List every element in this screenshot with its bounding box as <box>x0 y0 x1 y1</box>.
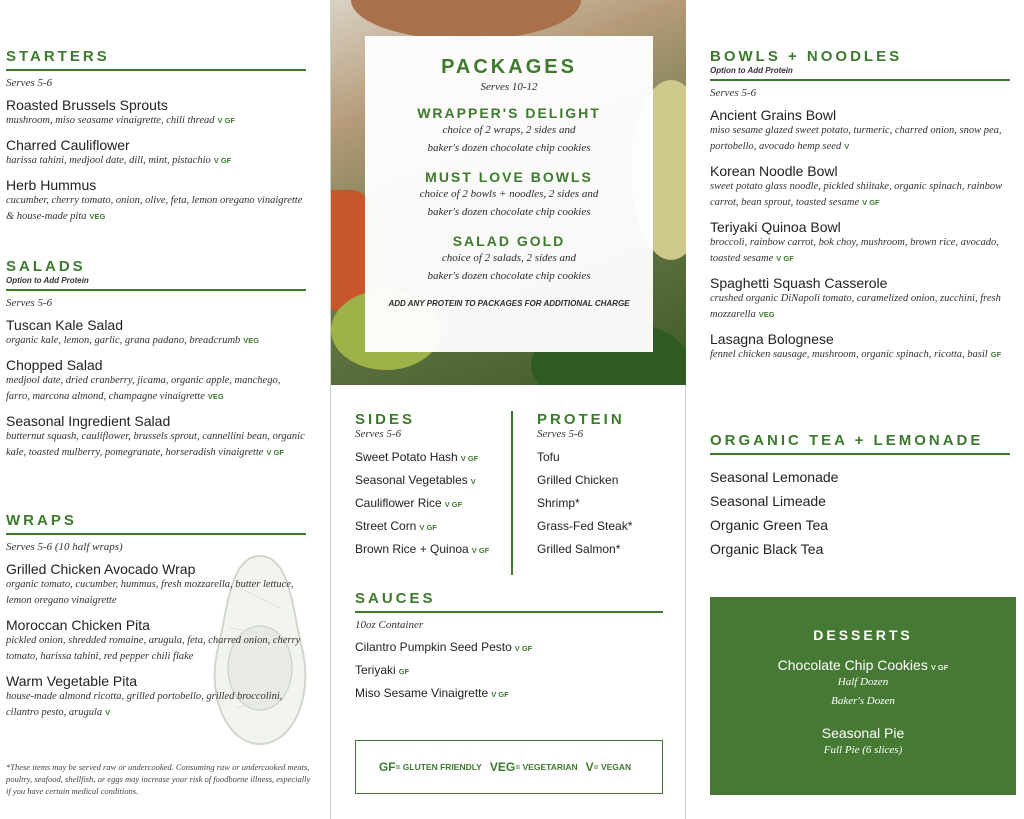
diet-tag: VEG <box>207 392 224 401</box>
salads-serves: Serves 5-6 <box>6 297 53 309</box>
section-rule <box>355 611 663 613</box>
packages-note: ADD ANY PROTEIN TO PACKAGES FOR ADDITIONAL CHARGE <box>388 299 630 308</box>
item-name: Warm Vegetable Pita <box>6 673 137 689</box>
dessert-option: Half Dozen <box>837 676 889 688</box>
diet-tag: V GF <box>514 644 533 653</box>
legend-veg-key: VEG <box>489 760 516 774</box>
item-desc: mushroom, miso seasame vinaigrette, chili thread V GF <box>6 115 236 126</box>
item-desc: harissa tahini, medjool date, dill, mint, pistachio V GF <box>6 155 232 166</box>
sauces-title: SAUCES <box>355 590 436 607</box>
legend-v-value: = VEGAN <box>593 762 632 772</box>
menu-item <box>6 673 306 721</box>
left-column <box>0 0 318 819</box>
section-rule <box>6 289 306 291</box>
protein-item: Grilled Salmon* <box>537 542 621 556</box>
item-desc: cucumber, cherry tomato, onion, olive, feta, lemon oregano vinaigrette & house-made pita VEG <box>6 195 303 222</box>
diet-tag: V GF <box>213 156 232 165</box>
starters-serves: Serves 5-6 <box>6 77 53 89</box>
menu-item <box>6 317 306 349</box>
item-name: Roasted Brussels Sprouts <box>6 97 168 113</box>
menu-item <box>710 107 1010 155</box>
section-rule <box>710 79 1010 81</box>
diet-tag: GF <box>398 667 410 676</box>
protein-item: Grass-Fed Steak* <box>537 519 633 533</box>
tea-item: Seasonal Lemonade <box>710 469 839 485</box>
right-column <box>698 0 1024 819</box>
item-desc: fennel chicken sausage, mushroom, organic spinach, ricotta, basil GF <box>710 349 1002 360</box>
diet-tag: V GF <box>266 448 284 457</box>
item-desc: sweet potato glass noodle, pickled shiitake, organic spinach, rainbow carrot, bean sprout, toasted sesame V GF <box>710 181 1003 208</box>
protein-item: Shrimp* <box>537 496 580 510</box>
item-name: Herb Hummus <box>6 177 97 193</box>
dessert-option: Baker's Dozen <box>831 695 895 707</box>
bowls-serves: Serves 5-6 <box>710 87 757 99</box>
food-photo <box>331 0 686 385</box>
protein-item: Grilled Chicken <box>537 473 619 487</box>
menu-item <box>6 413 306 461</box>
menu-item <box>6 177 306 225</box>
dessert-name: Seasonal Pie <box>821 725 905 741</box>
salads-title: SALADS <box>6 258 86 275</box>
diet-tag: V GF <box>930 663 949 672</box>
item-desc: pickled onion, shredded romaine, arugula, feta, charred onion, cherry tomato, harissa tahini, red pepper chili flake <box>6 635 301 662</box>
item-name: Lasagna Bolognese <box>710 331 834 347</box>
starters-section <box>6 48 306 225</box>
tea-title: ORGANIC TEA + LEMONADE <box>710 432 984 449</box>
item-name: Ancient Grains Bowl <box>710 107 837 123</box>
middle-column <box>330 0 686 819</box>
starters-title: STARTERS <box>6 48 110 65</box>
menu-item <box>6 357 306 405</box>
tea-item: Organic Green Tea <box>710 517 829 533</box>
diet-tag: VEG <box>243 336 260 345</box>
dessert-name: Chocolate Chip Cookies V GF <box>777 657 949 673</box>
item-desc: crushed organic DiNapoli tomato, caramelized onion, zucchini, fresh mozzarella VEG <box>710 293 1001 320</box>
diet-tag: V <box>844 142 850 151</box>
menu-item <box>710 275 1010 323</box>
item-desc: house-made almond ricotta, grilled portobello, grilled broccolini, cilantro pesto, arugula V <box>6 691 283 718</box>
section-rule <box>6 69 306 71</box>
menu-item <box>6 97 306 129</box>
packages-box <box>365 36 653 352</box>
item-desc: butternut squash, cauliflower, brussels sprout, cannellini bean, organic kale, toasted mulberry, pomegranate, horseradish vinaigrette V GF <box>6 431 305 458</box>
protein-section <box>537 411 667 556</box>
item-desc: medjool date, dried cranberry, jicama, organic apple, manchego, farro, marcona almond, champagne vinaigrette VEG <box>6 375 281 402</box>
wraps-section <box>6 512 306 721</box>
menu-item <box>710 219 1010 267</box>
sauce-item: Teriyaki GF <box>355 663 410 677</box>
menu-item <box>710 163 1010 211</box>
packages-title: PACKAGES <box>441 56 577 78</box>
legend-veg-value: = VEGETARIAN <box>515 762 578 772</box>
bowls-title: BOWLS + NOODLES <box>710 48 903 65</box>
package-desc: choice of 2 wraps, 2 sides and <box>442 124 576 136</box>
item-name: Korean Noodle Bowl <box>710 163 838 179</box>
package-name: MUST LOVE BOWLS <box>425 169 593 185</box>
sauce-item: Cilantro Pumpkin Seed Pesto V GF <box>355 640 533 654</box>
desserts-box <box>710 597 1016 795</box>
section-rule <box>6 533 306 535</box>
diet-tag: V <box>105 708 111 717</box>
sauces-serves: 10oz Container <box>355 619 424 631</box>
menu-item <box>6 137 306 169</box>
diet-tag: V GF <box>217 116 236 125</box>
diet-tag: VEG <box>89 212 106 221</box>
tea-item: Organic Black Tea <box>710 541 824 557</box>
bowls-section <box>710 48 1010 363</box>
legend-gf-value: = GLUTEN FRIENDLY <box>395 762 482 772</box>
package-name: SALAD GOLD <box>452 233 566 249</box>
side-item: Street Corn V GF <box>355 519 437 533</box>
diet-legend <box>355 740 663 794</box>
side-item: Brown Rice + Quinoa V GF <box>355 542 490 556</box>
diet-tag: V GF <box>776 254 794 263</box>
diet-tag: VEG <box>758 310 775 319</box>
wraps-serves: Serves 5-6 (10 half wraps) <box>6 541 123 553</box>
menu-item <box>6 617 306 665</box>
legend-gf-key: GF <box>378 760 396 774</box>
diet-tag: V <box>470 477 476 486</box>
diet-tag: GF <box>990 350 1002 359</box>
bowls-subtitle: Option to Add Protein <box>710 66 793 75</box>
item-name: Moroccan Chicken Pita <box>6 617 150 633</box>
side-item: Cauliflower Rice V GF <box>355 496 463 510</box>
package-desc: baker's dozen chocolate chip cookies <box>427 206 591 218</box>
package-desc: choice of 2 bowls + noodles, 2 sides and <box>419 188 599 200</box>
salads-subtitle: Option to Add Protein <box>6 276 89 285</box>
item-name: Chopped Salad <box>6 357 103 373</box>
wraps-title: WRAPS <box>6 512 77 529</box>
sides-section <box>355 411 505 556</box>
diet-tag: V GF <box>862 198 880 207</box>
diet-tag: V GF <box>471 546 490 555</box>
pie-image <box>351 0 581 40</box>
package-desc: choice of 2 salads, 2 sides and <box>441 252 577 264</box>
diet-tag: V GF <box>444 500 463 509</box>
packages-serves: Serves 10-12 <box>480 81 538 93</box>
package-desc: baker's dozen chocolate chip cookies <box>427 142 591 154</box>
item-name: Tuscan Kale Salad <box>6 317 123 333</box>
sides-title: SIDES <box>355 411 416 428</box>
protein-title: PROTEIN <box>537 411 625 428</box>
item-name: Charred Cauliflower <box>6 137 130 153</box>
raw-food-disclaimer: *These items may be served raw or undercooked. Consuming raw or undercooked meats, poultry, seafood, shellfish, or eggs may increase your risk of foodborne illness, especially if you have certain medical conditions. <box>6 762 311 796</box>
column-divider <box>511 411 513 575</box>
package-name: WRAPPER'S DELIGHT <box>417 105 601 121</box>
item-desc: broccoli, rainbow carrot, bok choy, mushroom, brown rice, avocado, toasted sesame V GF <box>710 237 999 264</box>
menu-item <box>710 331 1010 363</box>
desserts-title: DESSERTS <box>813 627 913 643</box>
protein-serves: Serves 5-6 <box>537 428 584 440</box>
sides-serves: Serves 5-6 <box>355 428 402 440</box>
tea-section <box>710 432 1010 557</box>
package-desc: baker's dozen chocolate chip cookies <box>427 270 591 282</box>
item-name: Spaghetti Squash Casserole <box>710 275 888 291</box>
item-desc: organic kale, lemon, garlic, grana padano, breadcrumb VEG <box>6 335 260 346</box>
item-name: Teriyaki Quinoa Bowl <box>710 219 841 235</box>
menu-item <box>6 561 306 609</box>
item-name: Grilled Chicken Avocado Wrap <box>6 561 196 577</box>
section-rule <box>710 453 1010 455</box>
side-item: Seasonal Vegetables V <box>355 473 476 487</box>
tea-item: Seasonal Limeade <box>710 493 826 509</box>
diet-tag: V GF <box>419 523 437 532</box>
side-item: Sweet Potato Hash V GF <box>355 450 479 464</box>
legend-v-key: V <box>585 760 594 774</box>
diet-tag: V GF <box>491 690 509 699</box>
dessert-option: Full Pie (6 slices) <box>823 744 903 756</box>
sauce-item: Miso Sesame Vinaigrette V GF <box>355 686 509 700</box>
item-desc: organic tomato, cucumber, hummus, fresh mozzarella, butter lettuce, lemon oregano vinaigrette <box>6 579 294 606</box>
salads-section <box>6 258 306 461</box>
item-name: Seasonal Ingredient Salad <box>6 413 171 429</box>
protein-item: Tofu <box>537 450 560 464</box>
diet-tag: V GF <box>460 454 479 463</box>
item-desc: miso sesame glazed sweet potato, turmeric, charred onion, snow pea, portobello, avocado hemp seed V <box>710 125 1002 152</box>
sauces-section <box>355 590 663 700</box>
